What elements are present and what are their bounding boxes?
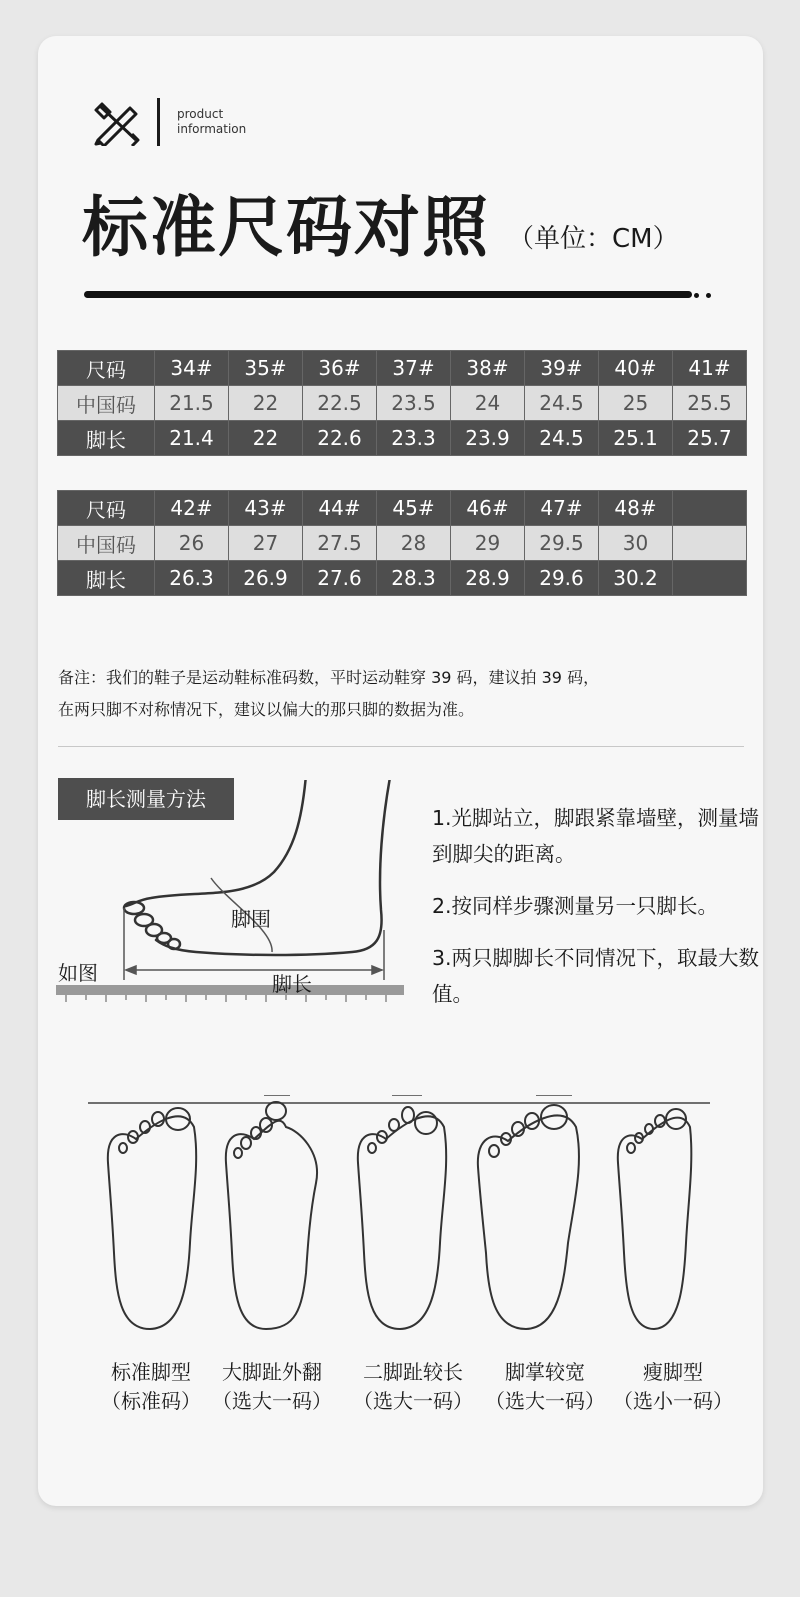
table-cell: 29.6: [525, 561, 599, 596]
length-label: 脚长: [272, 972, 312, 996]
table-row: [58, 386, 747, 421]
table-cell: 34#: [155, 351, 229, 386]
foot-type-advice: （选小一码）: [613, 1389, 733, 1413]
note-line: 在两只脚不对称情况下，建议以偏大的那只脚的数据为准。: [58, 700, 475, 719]
table-cell: 47#: [525, 491, 599, 526]
step-item: 1.光脚站立，脚跟紧靠墙壁，测量墙到脚尖的距离。: [432, 806, 760, 866]
row-header: 脚长: [58, 421, 155, 456]
row-header: 脚长: [58, 561, 155, 596]
logo-line2: information: [177, 122, 247, 136]
table-cell: [673, 526, 747, 561]
table-cell: 23.9: [451, 421, 525, 456]
table-cell: 28.3: [377, 561, 451, 596]
page-title: 标准尺码对照: [82, 189, 490, 266]
table-cell: 23.5: [377, 386, 451, 421]
logo-divider: [157, 98, 160, 146]
table-cell: 26.3: [155, 561, 229, 596]
table-row: [58, 526, 747, 561]
ruler-pencil-icon: [92, 100, 142, 146]
table-cell: 44#: [303, 491, 377, 526]
section-divider: [58, 746, 744, 747]
logo-line1: product: [177, 107, 224, 121]
table-cell: 28: [377, 526, 451, 561]
table-cell: 25.7: [673, 421, 747, 456]
table-cell: 26.9: [229, 561, 303, 596]
foot-type-name: 脚掌较宽: [505, 1360, 585, 1384]
table-cell: 29: [451, 526, 525, 561]
foot-slim-icon: [618, 1109, 692, 1329]
foot-type-name: 大脚趾外翻: [222, 1360, 322, 1384]
row-header: 中国码: [58, 386, 155, 421]
table-cell: 39#: [525, 351, 599, 386]
foot-bunion-icon: [226, 1095, 317, 1329]
foot-type-long-second-toe: [348, 1358, 478, 1416]
table-row: [58, 421, 747, 456]
table-cell: 27.6: [303, 561, 377, 596]
table-cell: 22: [229, 421, 303, 456]
table-cell: 35#: [229, 351, 303, 386]
foot-type-advice: （选大一码）: [353, 1389, 473, 1413]
table-cell: 48#: [599, 491, 673, 526]
row-header: 尺码: [58, 351, 155, 386]
table-cell: 30: [599, 526, 673, 561]
title-underline: [84, 291, 692, 298]
size-table-2: [57, 490, 747, 596]
foot-type-bunion: [207, 1358, 337, 1416]
table-cell: 24.5: [525, 421, 599, 456]
foot-type-standard: [86, 1358, 216, 1416]
table-cell: 30.2: [599, 561, 673, 596]
measure-method-tag: 脚长测量方法: [58, 778, 234, 820]
foot-type-wide: [480, 1358, 610, 1416]
table-cell: 21.4: [155, 421, 229, 456]
table-cell: 22.5: [303, 386, 377, 421]
table-row: [58, 561, 747, 596]
table-cell: 21.5: [155, 386, 229, 421]
foot-type-advice: （选大一码）: [485, 1389, 605, 1413]
table-row: [58, 351, 747, 386]
girth-label: 脚围: [231, 907, 271, 931]
foot-type-slim: [608, 1358, 738, 1416]
foot-types-diagram: [86, 1095, 716, 1345]
table-cell: 27.5: [303, 526, 377, 561]
table-cell: 22: [229, 386, 303, 421]
table-cell: 24: [451, 386, 525, 421]
measure-steps: [432, 800, 762, 1028]
foot-wide-icon: [478, 1095, 579, 1329]
table-cell: 28.9: [451, 561, 525, 596]
example-label: 如图: [58, 961, 98, 985]
table-cell: 37#: [377, 351, 451, 386]
foot-type-name: 瘦脚型: [643, 1360, 703, 1384]
logo-text: [177, 107, 246, 137]
table-cell: 36#: [303, 351, 377, 386]
step-item: 2.按同样步骤测量另一只脚长。: [432, 894, 719, 918]
row-header: 尺码: [58, 491, 155, 526]
foot-long-second-toe-icon: [358, 1095, 446, 1329]
table-cell: 22.6: [303, 421, 377, 456]
table-cell: 25.5: [673, 386, 747, 421]
table-cell: 24.5: [525, 386, 599, 421]
table-cell: 23.3: [377, 421, 451, 456]
table-cell: 46#: [451, 491, 525, 526]
table-cell: [673, 561, 747, 596]
table-cell: 25.1: [599, 421, 673, 456]
unit-label: （单位：CM）: [508, 224, 679, 254]
table-cell: 41#: [673, 351, 747, 386]
decor-dot: [706, 293, 711, 298]
table-cell: 45#: [377, 491, 451, 526]
table-cell: 43#: [229, 491, 303, 526]
size-note: [58, 662, 738, 726]
table-cell: 42#: [155, 491, 229, 526]
table-cell: 29.5: [525, 526, 599, 561]
note-line: 备注：我们的鞋子是运动鞋标准码数，平时运动鞋穿 39 码，建议拍 39 码，: [58, 668, 600, 687]
foot-type-advice: （标准码）: [101, 1389, 201, 1413]
foot-standard-icon: [108, 1108, 196, 1329]
row-header: 中国码: [58, 526, 155, 561]
table-cell: 25: [599, 386, 673, 421]
decor-dot: [694, 293, 699, 298]
table-cell: 38#: [451, 351, 525, 386]
table-cell: [673, 491, 747, 526]
foot-type-name: 二脚趾较长: [363, 1360, 463, 1384]
step-item: 3.两只脚脚长不同情况下，取最大数值。: [432, 946, 760, 1006]
foot-type-name: 标准脚型: [111, 1360, 191, 1384]
table-cell: 27: [229, 526, 303, 561]
table-cell: 26: [155, 526, 229, 561]
table-cell: 40#: [599, 351, 673, 386]
table-row: [58, 491, 747, 526]
foot-type-advice: （选大一码）: [212, 1389, 332, 1413]
size-table-1: [57, 350, 747, 456]
